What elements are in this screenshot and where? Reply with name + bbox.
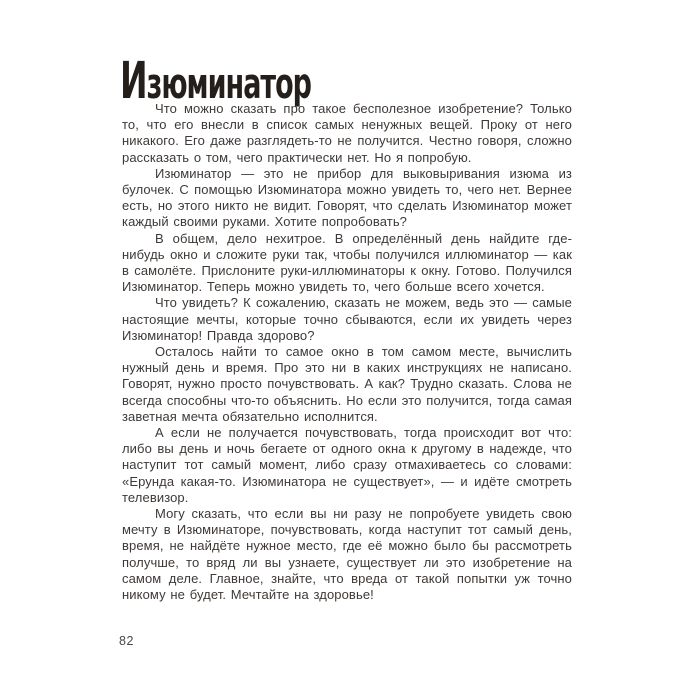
paragraph-7: Могу сказать, что если вы ни разу не попробуете увидеть свою мечту в Изюминаторе, почувствовать, когда наступит тот самый день, время, не найдёте нужное место, где её можно было бы рассмотреть получше, то вряд ли вы узнаете, существует ли это изобретение на самом деле. Главное, знайте, что вреда от такой попытки уж точно никому не будет. Мечтайте на здоровье! bbox=[122, 506, 572, 603]
paragraph-2: Изюминатор — это не прибор для выковыривания изюма из булочек. С помощью Изюминатора можно увидеть то, чего нет. Вернее есть, но этого никто не видит. Говорят, что сделать Изюминатор может каждый своими руками. Хотите попробовать? bbox=[122, 165, 572, 230]
page-number: 82 bbox=[119, 634, 134, 648]
paragraph-6: А если не получается почувствовать, тогда происходит вот что: либо вы день и ночь бегаете от одного окна к другому в надежде, что наступит тот самый момент, либо сразу отмахиваетесь со словами: «Ерунда какая-то. Изюминатора не существует», — и идёте смотреть телевизор. bbox=[122, 425, 572, 505]
paragraph-3: В общем, дело нехитрое. В определённый день найдите где-нибудь окно и сложите руки так, чтобы получился иллюминатор — как в самолёте. Прислоните руки-иллюминаторы к окну. Готово. Получился Изюминатор. Теперь можно увидеть то, чего больше всего хочется. bbox=[122, 230, 572, 295]
paragraph-5: Осталось найти то самое окно в том самом месте, вычислить нужный день и время. Про это ни в каких инструкциях не написано. Говорят, нужно просто почувствовать. А как? Трудно сказать. Слова не всегда способны что-то объяснить. Но если это получится, тогда самая заветная мечта обязательно исполнится. bbox=[122, 344, 572, 424]
paragraph-1: Что можно сказать про такое бесполезное изобретение? Только то, что его внесли в список самых ненужных вещей. Проку от него никакого. Его даже разглядеть-то не получится. Честно говоря, сложно рассказать о том, чего практически нет. Но я попробую. bbox=[122, 101, 572, 165]
body-text bbox=[122, 101, 572, 603]
chapter-title: Изюминатор bbox=[120, 50, 311, 111]
paragraph-4: Что увидеть? К сожалению, сказать не можем, ведь это — самые настоящие мечты, которые точно сбываются, если их увидеть через Изюминатор! Правда здорово? bbox=[122, 295, 572, 343]
